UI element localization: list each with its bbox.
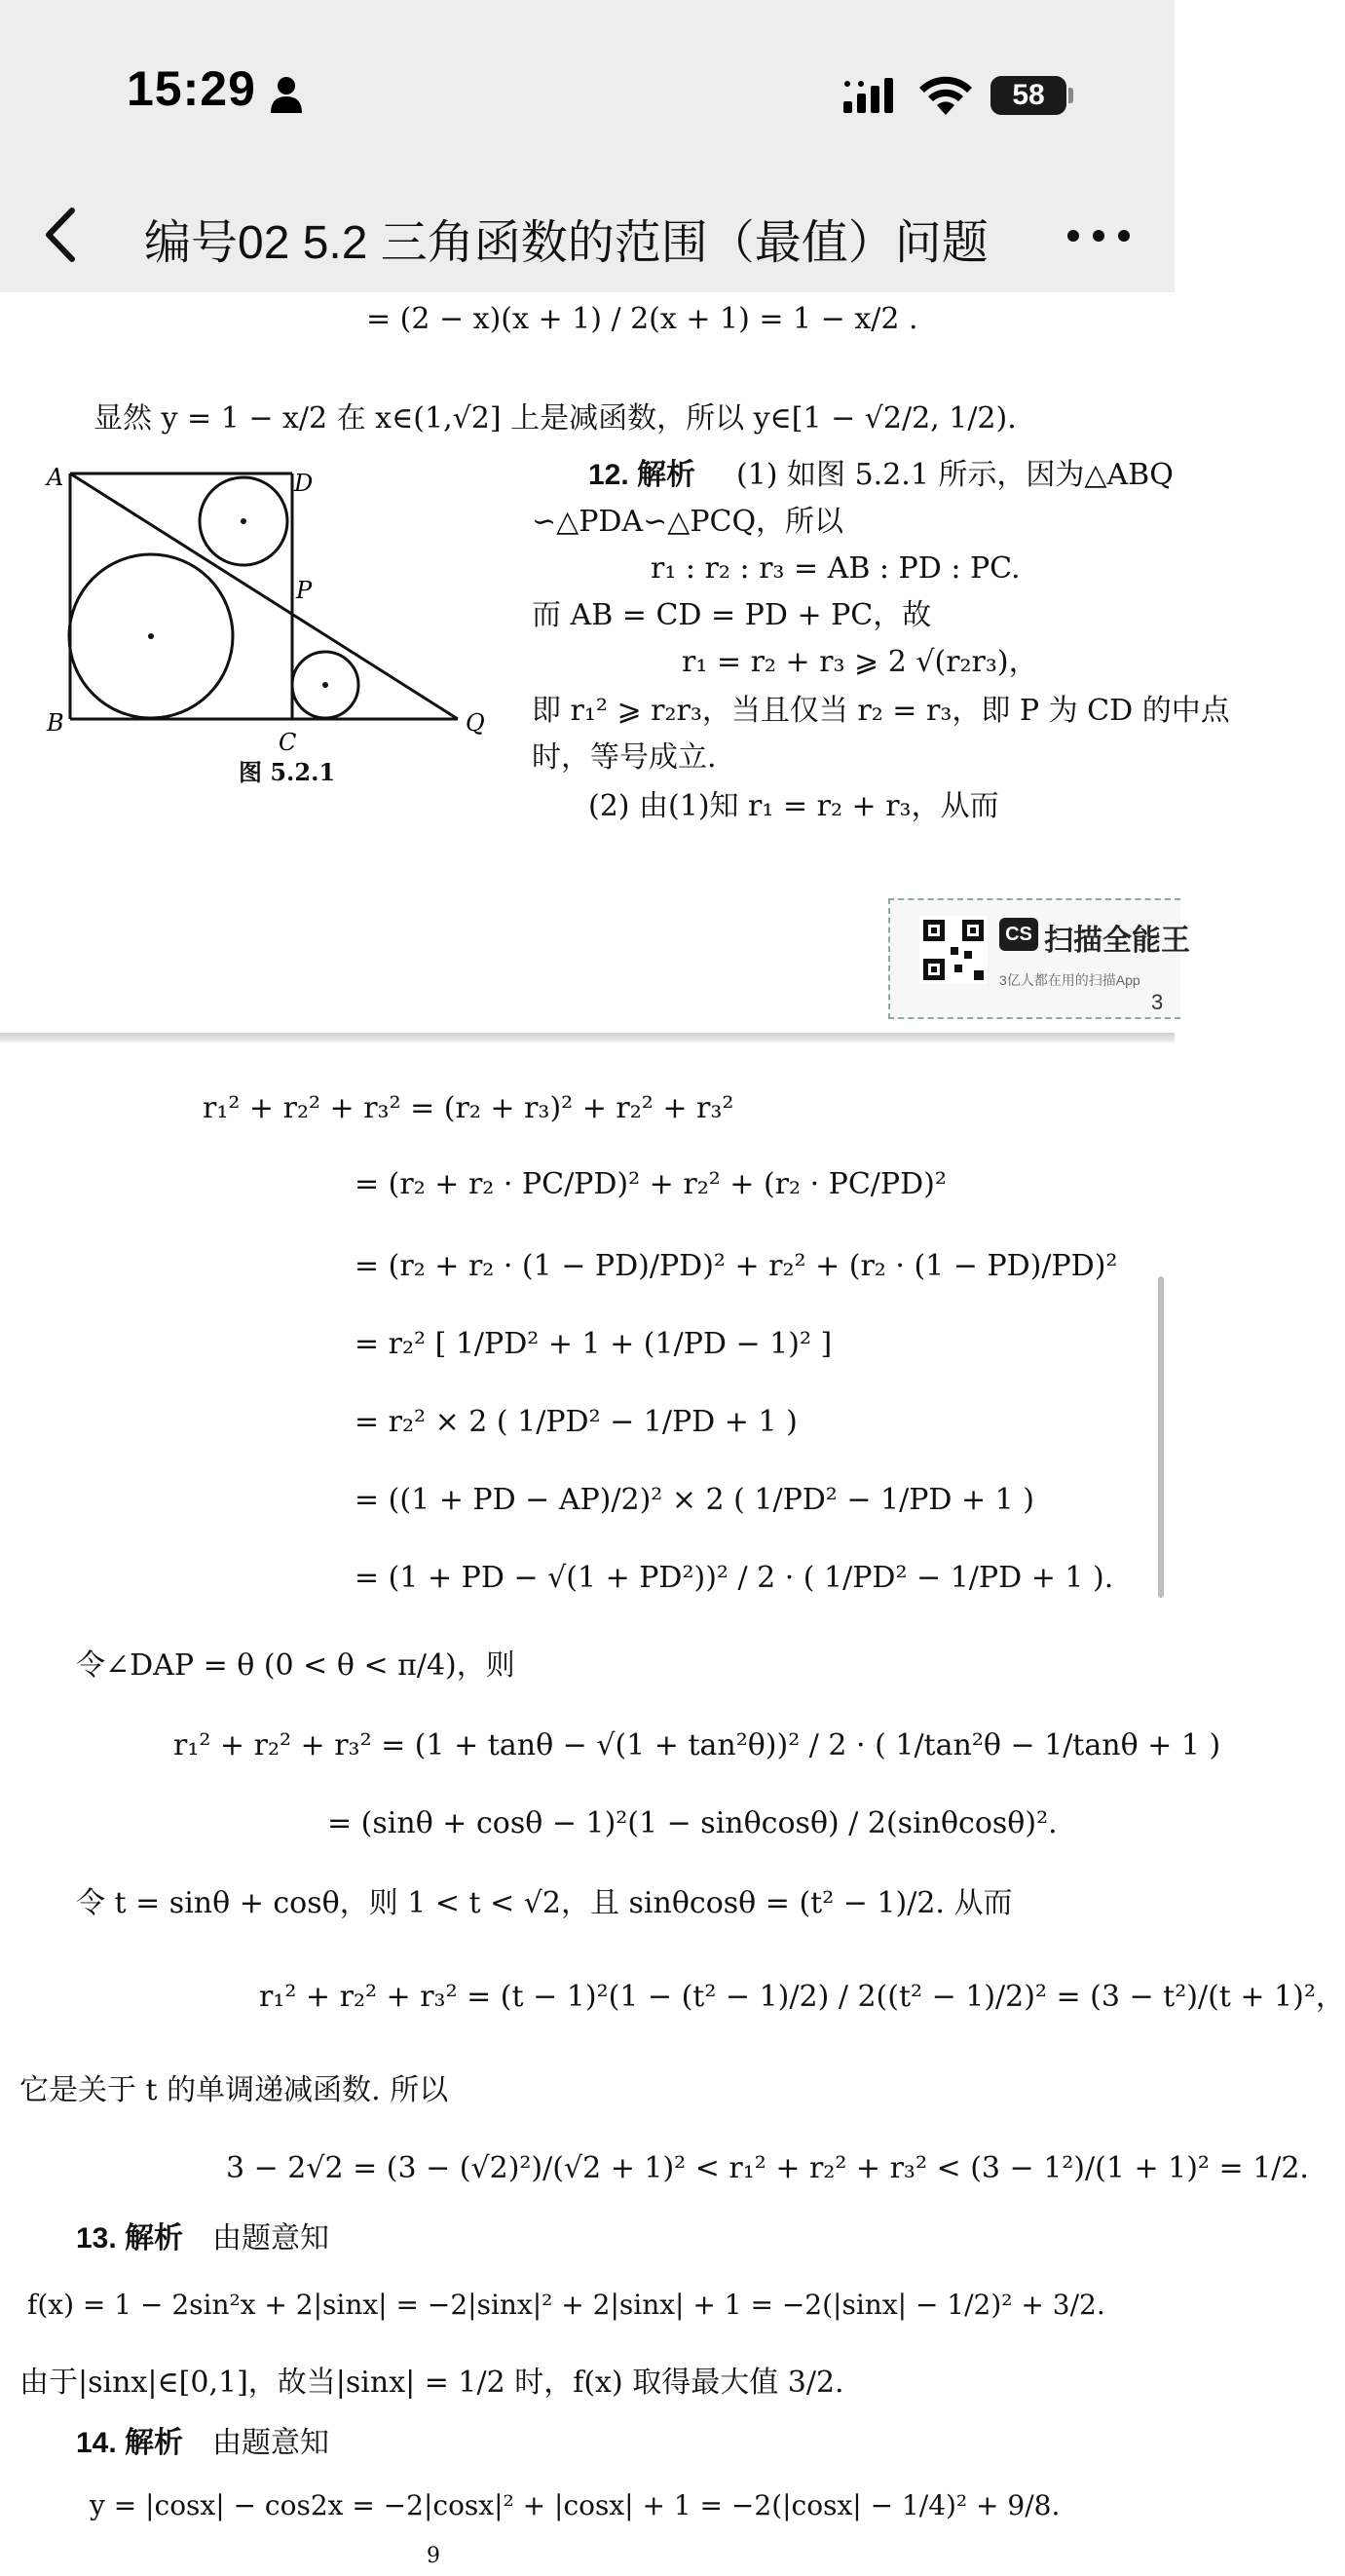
text-line: 时，等号成立. [532, 740, 717, 775]
equation: r₁² + r₂² + r₃² = (1 + tanθ − √(1 + tan²θ))² / 2 · ( 1/tan²θ − 1/tanθ + 1 ) [173, 1728, 1221, 1762]
label-P: P [296, 577, 313, 604]
status-time: 15:29 [127, 61, 256, 116]
equation: = (r₂ + r₂ · PC/PD)² + r₂² + (r₂ · PC/PD)² [355, 1167, 947, 1201]
text-line: 令∠DAP = θ (0 < θ < π/4)，则 [76, 1648, 515, 1683]
text-line: 而 AB = CD = PD + PC，故 [532, 598, 932, 632]
label-B: B [47, 709, 64, 737]
equation: r₁² + r₂² + r₃² = (r₂ + r₃)² + r₂² + r₃² [203, 1091, 734, 1125]
watermark-sub: 3亿人都在用的扫描App [999, 972, 1140, 988]
text-line: 由题意知 [212, 2221, 329, 2255]
text-line: 显然 y = 1 − x/2 在 x∈(1,√2] 上是减函数，所以 y∈[1 − √2/2, 1/2). [93, 401, 1017, 436]
text-line: 由题意知 [212, 2426, 329, 2460]
q13-heading: 13. 解析 [76, 2222, 184, 2254]
status-bar [0, 0, 1175, 175]
back-chevron-icon[interactable] [41, 205, 80, 265]
text-line: 由于|sinx|∈[0,1]，故当|sinx| = 1/2 时，f(x) 取得最大值 3/2. [19, 2366, 844, 2400]
text-line: = (2 − x)(x + 1) / 2(x + 1) = 1 − x/2 . [366, 302, 918, 336]
watermark-brand: 扫描全能王 [1044, 925, 1190, 957]
cs-logo: CS [999, 918, 1038, 951]
page-divider [0, 1033, 1175, 1042]
text-line: 令 t = sinθ + cosθ，则 1 < t < √2，且 sinθcosθ = (t² − 1)/2. 从而 [76, 1886, 1013, 1920]
label-D: D [294, 470, 314, 497]
text-line: ∽△PDA∽△PCQ，所以 [532, 505, 844, 539]
text-line: r₁ = r₂ + r₃ ⩾ 2 √(r₂r₃)， [682, 645, 1038, 679]
text-line: (2) 由(1)知 r₁ = r₂ + r₃，从而 [588, 789, 999, 823]
equation: = (sinθ + cosθ − 1)²(1 − sinθcosθ) / 2(sinθcosθ)². [327, 1806, 1058, 1840]
wifi-icon [919, 74, 972, 115]
equation: = r₂² × 2 ( 1/PD² − 1/PD + 1 ) [355, 1405, 798, 1439]
text-line: (1) 如图 5.2.1 所示，因为△ABQ [736, 458, 1174, 492]
figure-caption: 图 5.2.1 [239, 758, 336, 786]
qr-code-icon [919, 916, 988, 984]
battery-icon [990, 76, 1066, 115]
equation: = ((1 + PD − AP)/2)² × 2 ( 1/PD² − 1/PD + 1 ) [355, 1483, 1035, 1517]
equation: f(x) = 1 − 2sin²x + 2|sinx| = −2|sinx|² + 2|sinx| + 1 = −2(|sinx| − 1/2)² + 3/2. [27, 2289, 1105, 2321]
document-viewer[interactable] [0, 292, 1345, 2568]
q14-heading: 14. 解析 [76, 2427, 184, 2459]
more-options-icon[interactable] [1064, 226, 1134, 246]
geometry-figure [39, 466, 497, 787]
equation: r₁² + r₂² + r₃² = (t − 1)²(1 − (t² − 1)/2) / 2((t² − 1)/2)² = (3 − t²)/(t + 1)²， [259, 1980, 1345, 2014]
text-line: r₁ : r₂ : r₃ = AB : PD : PC. [651, 551, 1021, 586]
scanner-watermark [888, 898, 1190, 1019]
equation: = (r₂ + r₂ · (1 − PD)/PD)² + r₂² + (r₂ · (1 − PD)/PD)² [355, 1249, 1118, 1283]
q12-heading: 12. 解析 [588, 459, 696, 491]
label-Q: Q [466, 709, 485, 737]
text-line: 它是关于 t 的单调递减函数. 所以 [19, 2073, 449, 2107]
label-C: C [279, 729, 297, 756]
equation: y = |cosx| − cos2x = −2|cosx|² + |cosx| + 1 = −2(|cosx| − 1/4)² + 9/8. [90, 2489, 1061, 2521]
person-icon [271, 76, 302, 113]
signal-icon [843, 78, 902, 113]
battery-level: 58 [1012, 79, 1045, 111]
page-title: 编号02 5.2 三角函数的范围（最值）问题 [144, 217, 989, 269]
scrollbar[interactable] [1158, 1276, 1164, 1598]
cut-off-text: 9 [427, 2544, 440, 2568]
page-number: 3 [1151, 990, 1164, 1014]
equation: = (1 + PD − √(1 + PD²))² / 2 · ( 1/PD² − 1/PD + 1 ). [355, 1561, 1114, 1595]
navigation-bar [0, 175, 1175, 292]
equation: 3 − 2√2 = (3 − (√2)²)/(√2 + 1)² < r₁² + r₂² + r₃² < (3 − 1²)/(1 + 1)² = 1/2. [226, 2151, 1309, 2185]
equation: = r₂² [ 1/PD² + 1 + (1/PD − 1)² ] [355, 1327, 833, 1361]
label-A: A [47, 464, 64, 491]
battery-tip [1068, 88, 1073, 103]
text-line: 即 r₁² ⩾ r₂r₃，当且仅当 r₂ = r₃，即 P 为 CD 的中点 [532, 694, 1230, 728]
